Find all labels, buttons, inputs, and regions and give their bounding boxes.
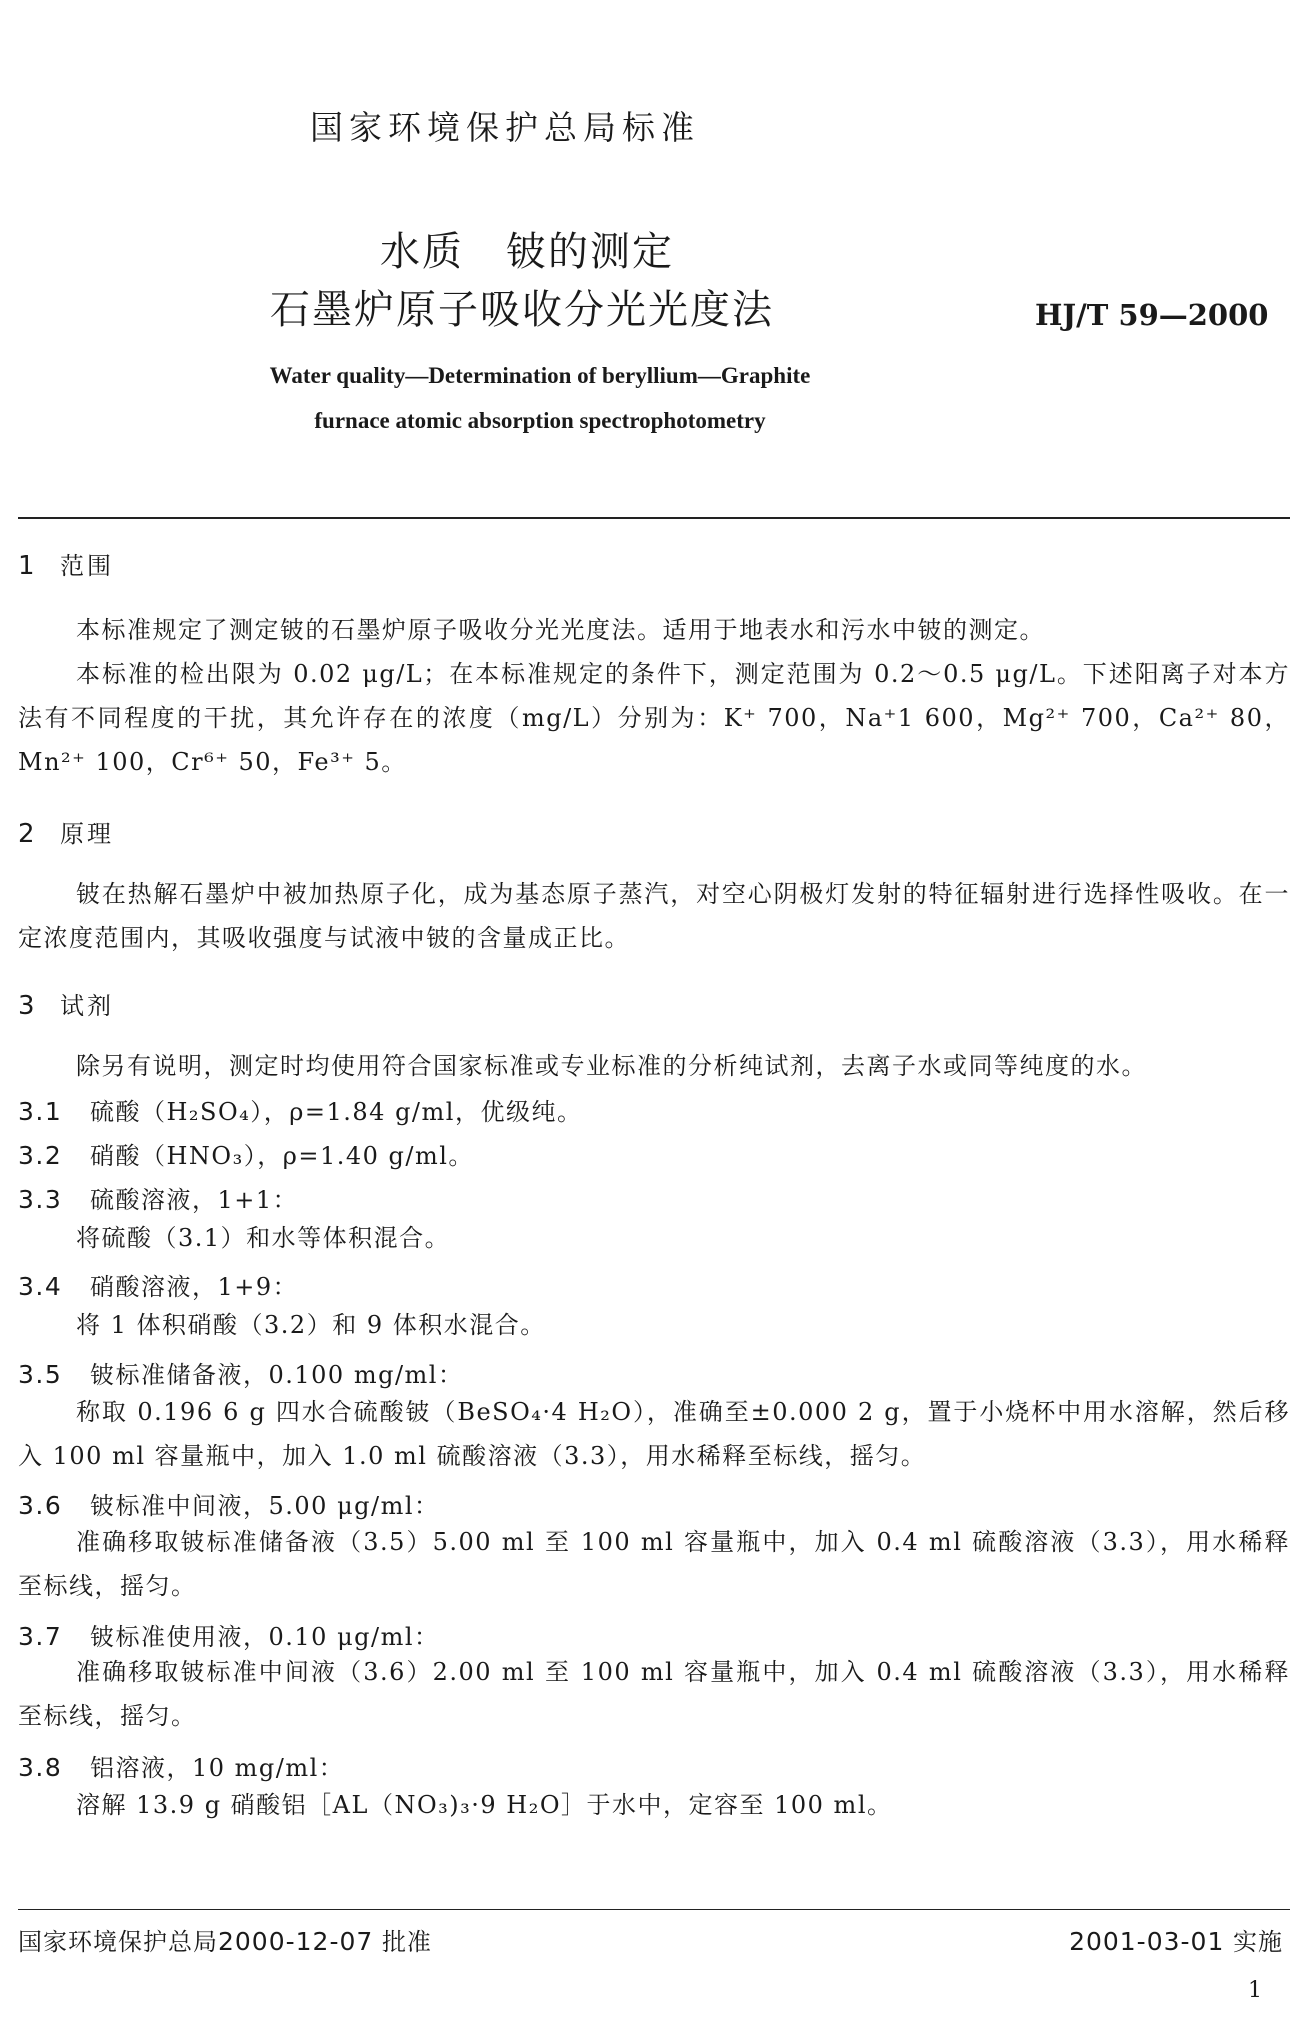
- item-number: 3.3: [18, 1185, 63, 1214]
- item-heading: 硫酸（H₂SO₄），ρ=1.84 g/ml，优级纯。: [90, 1098, 583, 1126]
- implementation-line: [1069, 1922, 1283, 1957]
- item-number: 3.2: [18, 1141, 63, 1170]
- item-number: 3.5: [18, 1360, 63, 1389]
- item-number: 3.8: [18, 1753, 63, 1782]
- reagent-3-5-body: 称取 0.196 6 g 四水合硫酸铍（BeSO₄·4 H₂O），准确至±0.000 2 g，置于小烧杯中用水溶解，然后移入 100 ml 容量瓶中，加入 1.0 ml 硫酸溶液（3.3），用水稀释至标线，摇匀。: [18, 1398, 1290, 1470]
- english-title-line1: Water quality—Determination of beryllium—Graphite: [269, 363, 811, 388]
- issuing-agency: 国家环境保护总局标准: [310, 108, 700, 147]
- approval-line: [18, 1922, 432, 1957]
- item-heading: 硫酸溶液，1+1：: [90, 1186, 299, 1214]
- section-number: 1: [18, 551, 35, 581]
- reagent-3-8-body: 溶解 13.9 g 硝酸铝［AL（NO₃)₃·9 H₂O］于水中，定容至 100 ml。: [76, 1791, 893, 1819]
- implementation-label: 实施: [1233, 1928, 1283, 1956]
- reagent-item-3-5: [18, 1355, 463, 1390]
- item-heading: 铝溶液，10 mg/ml：: [90, 1754, 345, 1782]
- section-number: 3: [18, 991, 35, 1021]
- item-heading: 铍标准储备液，0.100 mg/ml：: [90, 1361, 464, 1389]
- approval-label: 批准: [381, 1928, 432, 1956]
- item-number: 3.6: [18, 1491, 63, 1520]
- item-number: 3.7: [18, 1622, 63, 1651]
- header-divider: [18, 517, 1290, 519]
- reagent-3-6-body: 准确移取铍标准储备液（3.5）5.00 ml 至 100 ml 容量瓶中，加入 0.4 ml 硫酸溶液（3.3），用水稀释至标线，摇匀。: [18, 1528, 1290, 1600]
- reagent-3-7-body: 准确移取铍标准中间液（3.6）2.00 ml 至 100 ml 容量瓶中，加入 0.4 ml 硫酸溶液（3.3），用水稀释至标线，摇匀。: [18, 1658, 1290, 1730]
- section-title: 范围: [60, 552, 114, 580]
- footer-divider: [18, 1909, 1290, 1910]
- reagent-item-3-4: [18, 1267, 298, 1302]
- section-1-heading: [18, 546, 114, 581]
- standard-title-line2: 石墨炉原子吸收分光光度法: [270, 287, 774, 333]
- section-2-paragraph-1: 铍在热解石墨炉中被加热原子化，成为基态原子蒸汽，对空心阴极灯发射的特征辐射进行选择性吸收。在一定浓度范围内，其吸收强度与试液中铍的含量成正比。: [18, 880, 1290, 952]
- reagent-item-3-6: [18, 1486, 440, 1521]
- reagent-item-3-7: [18, 1617, 440, 1652]
- section-3-heading: [18, 986, 114, 1021]
- reagent-item-3-2: [18, 1136, 474, 1171]
- section-1-paragraph-2: 本标准的检出限为 0.02 μg/L；在本标准规定的条件下，测定范围为 0.2～0.5 μg/L。下述阳离子对本方法有不同程度的干扰，其允许存在的浓度（mg/L）分别为：K⁺ 700，Na⁺1 600，Mg²⁺ 700，Ca²⁺ 80，Mn²⁺ 100，Cr⁶⁺ 50，Fe³⁺ 5。: [18, 660, 1290, 776]
- section-3-paragraph-1: 除另有说明，测定时均使用符合国家标准或专业标准的分析纯试剂，去离子水或同等纯度的水。: [76, 1052, 1147, 1080]
- item-number: 3.4: [18, 1272, 63, 1301]
- section-title: 试剂: [60, 992, 114, 1020]
- item-heading: 硝酸溶液，1+9：: [90, 1273, 299, 1301]
- standard-title-line1: 水质 铍的测定: [380, 229, 674, 275]
- reagent-item-3-3: [18, 1180, 298, 1215]
- approval-org: 国家环境保护总局: [18, 1928, 218, 1956]
- reagent-3-3-body: 将硫酸（3.1）和水等体积混合。: [76, 1224, 451, 1252]
- reagent-item-3-8: [18, 1748, 344, 1783]
- implementation-date: 2001-03-01: [1069, 1927, 1225, 1956]
- english-title-line2: furnace atomic absorption spectrophotometry: [314, 408, 766, 433]
- section-1-paragraph-1: 本标准规定了测定铍的石墨炉原子吸收分光光度法。适用于地表水和污水中铍的测定。: [76, 616, 1045, 644]
- item-number: 3.1: [18, 1097, 63, 1126]
- page-number: 1: [1248, 1978, 1262, 2003]
- section-2-heading: [18, 814, 114, 849]
- section-number: 2: [18, 819, 35, 849]
- reagent-3-4-body: 将 1 体积硝酸（3.2）和 9 体积水混合。: [76, 1311, 546, 1339]
- item-heading: 铍标准使用液，0.10 μg/ml：: [90, 1623, 440, 1651]
- approval-date: 2000-12-07: [218, 1927, 374, 1956]
- item-heading: 铍标准中间液，5.00 μg/ml：: [90, 1492, 440, 1520]
- reagent-item-3-1: [18, 1092, 582, 1127]
- section-title: 原理: [60, 820, 114, 848]
- standard-code: HJ/T 59—2000: [1035, 298, 1269, 332]
- item-heading: 硝酸（HNO₃），ρ=1.40 g/ml。: [90, 1142, 474, 1170]
